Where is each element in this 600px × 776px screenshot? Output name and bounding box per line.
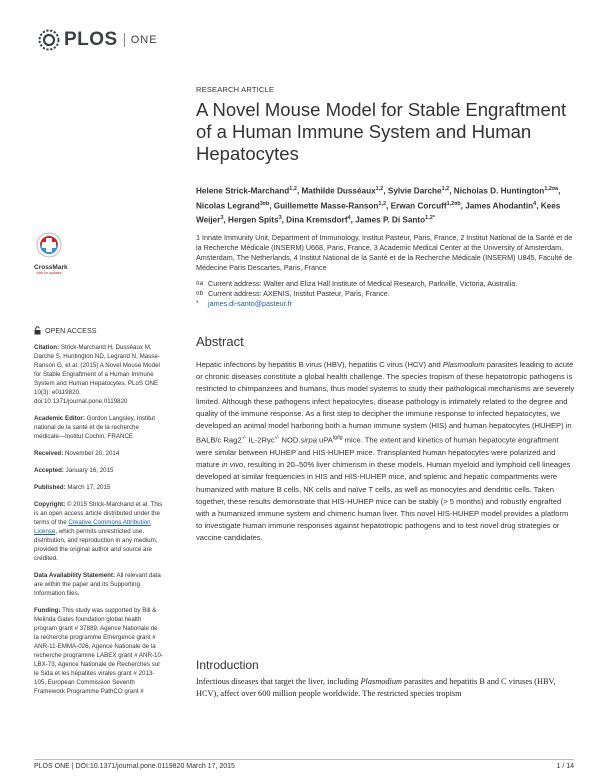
author-affil: 1,2 (375, 186, 384, 192)
cc-license-link[interactable]: Creative Commons Attribution License (34, 519, 151, 535)
received-block (34, 449, 164, 458)
accepted-label: Accepted: (34, 467, 64, 474)
crossmark-label: CrossMark (34, 264, 68, 271)
abstract-sup: -/- (274, 435, 280, 442)
intro-run: parasites and hepatitis B and C viruses (HBV, HCV), affect over 600 million people worldwide. The restricted species tropism (196, 677, 556, 698)
author-name[interactable]: , Sylvie Darche (383, 186, 442, 196)
abstract-run: IL-2Rγc (246, 435, 275, 445)
received-date: November 20, 2014 (64, 450, 120, 457)
funding-text: This study was supported by Bill & Melinda Gates foundation global health program grant # 37889, Agence Nationale de la recherche programme Emergence grant # ANR-11-EMMA-026, Agence Nationale de la recherche programme LABEX grant # ANR-10-LBX-73, Agence Nationale de Recherches sur le Sida et les hépatites virales grant # 2013-105, European Commission Seventh Framework Programme PathCO grant # (34, 607, 163, 695)
note-symbol: ¤b (196, 290, 204, 297)
author-affil: 1,2 (441, 186, 450, 192)
author-affil: 1,2 (378, 200, 387, 207)
author-affil: 1,2 (425, 215, 433, 222)
editor-label: Academic Editor: (34, 415, 85, 422)
abstract-italic: in vivo (221, 460, 244, 470)
published-date: March 17, 2015 (67, 484, 111, 491)
citation-block (34, 343, 164, 406)
author-affil: 4 (347, 215, 351, 222)
article-type: RESEARCH ARTICLE (196, 85, 275, 94)
published-label: Published: (34, 484, 66, 491)
copyright-label: Copyright: (34, 501, 66, 508)
academic-editor-block (34, 414, 164, 441)
logo-separator (124, 33, 125, 47)
funding-label: Funding: (34, 607, 61, 614)
author-name[interactable]: , Nicolas Legrand (196, 186, 561, 211)
logo-plos-text: PLOS (64, 29, 118, 50)
author-name[interactable]: Helene Strick-Marchand (196, 186, 290, 196)
affiliations: 1 Innate Immunity Unit, Department of Immunology, Institut Pasteur, Paris, France, 2 Institut National de la Santé et de la Recherche Médicale (INSERM) U668, Paris, France, 3 Academic Medical Center at the University of Amsterdam, Amsterdam, The Netherlands, 4 Institut National de la Santé et de la Recherche Médicale (INSERM) U845, Faculté de Médecine Paris Descartes, Paris, France (196, 233, 573, 272)
abstract-text (196, 359, 576, 545)
author-name[interactable]: , Hergen Spits (223, 216, 279, 226)
note-email (196, 299, 576, 309)
page-number: 1 / 14 (556, 763, 574, 770)
abstract-run: Hepatic infections by hepatitis B virus (HBV), hepatitis C virus (HCV) and (196, 360, 443, 369)
data-availability-label: Data Availability Statement: (34, 572, 116, 579)
author-name[interactable]: , Nicholas D. Huntington (449, 186, 545, 196)
intro-italic: Plasmodium (360, 677, 402, 686)
crossmark-sub: click for updates (36, 271, 62, 275)
data-availability-block (34, 571, 164, 598)
article-info-sidebar (34, 326, 164, 704)
accepted-block (34, 466, 164, 475)
copyright-text: © 2015 Strick-Marchand et al. This is an open access article distributed under the terms of the (34, 501, 163, 526)
corresponding-email-link[interactable]: james.di-santo@pasteur.fr (208, 299, 292, 308)
abstract-run: parasites leading to acute or chronic diseases constitute a global health challenge. The species tropism of these hepatotropic pathogens is restricted to chimpanzees and humans, thus model systems to study their pathological mechanisms are severely limited. Although these pathogens infect hepatocytes, disease pathology is intimately related to the degree and quality of the immune response. As a first step to decipher the immune response to infected hepatocytes, we developed an animal model harboring both a human immune system (HIS) and human hepatocytes (HUHEP) in BALB/c Rag2 (196, 360, 575, 445)
citation-text: Strick-Marchand H, Dusséaux M, Darche S, Huntington ND, Legrand N, Masse-Ranson G, et al. (2015) A Novel Mouse Model for Stable Engraftment of a Human Immune System and Human Hepatocytes. PLoS ONE 10(3): e0119820. doi:10.1371/journal.pone.0119820 (34, 344, 160, 405)
accepted-date: January 16, 2015 (65, 467, 114, 474)
plos-logo-mark-icon (38, 29, 60, 51)
author-name[interactable]: , Dina Kremsdorf (281, 216, 348, 226)
author-name[interactable]: , James P. Di Santo (350, 216, 426, 226)
author-name[interactable]: , Erwan Corcuff (386, 201, 447, 211)
abstract-sup: -/- (241, 435, 247, 442)
data-availability-text: All relevant data are within the paper and its Supporting Information files. (34, 572, 161, 597)
editor-text: Gordon Langsley, Institut national de la santé et de la recherche médicale—Institut Cochin, FRANCE (34, 415, 155, 440)
author-affil: 4 (533, 200, 537, 207)
open-access-badge (34, 326, 164, 335)
article-title: A Novel Mouse Model for Stable Engraftment of a Human Immune System and Human Hepatocytes (196, 99, 567, 164)
author-name[interactable]: , Mathilde Dusséaux (296, 186, 376, 196)
corresponding-star: * (432, 215, 435, 222)
received-label: Received: (34, 450, 64, 457)
note-symbol: ¤a (196, 280, 204, 287)
introduction-text (196, 676, 576, 700)
funding-block (34, 606, 164, 696)
note-text: Current address: AXENIS, Institut Pasteur, Paris, France. (208, 289, 390, 298)
author-notes (196, 279, 576, 309)
intro-run: Infectious diseases that target the liver, including (196, 677, 361, 686)
note-current-address-a (196, 279, 576, 289)
author-name[interactable]: , James Ahodantin (460, 201, 534, 211)
footer-divider (34, 759, 574, 760)
author-name[interactable]: , Guillemette Masse-Ranson (269, 201, 379, 211)
crossmark-badge[interactable] (34, 232, 68, 275)
note-current-address-b (196, 289, 576, 299)
citation-label: Citation: (34, 344, 60, 351)
abstract-sup: tg/tg (332, 435, 343, 442)
open-lock-icon (34, 326, 41, 335)
author-affil: 3 (220, 215, 224, 222)
footer-citation: PLOS ONE | DOI:10.1371/journal.pone.0119820 March 17, 2015 (34, 763, 235, 770)
abstract-heading: Abstract (196, 334, 244, 349)
open-access-label: OPEN ACCESS (45, 326, 97, 335)
author-name[interactable]: , Kees Weijer (196, 201, 561, 226)
abstract-italic: Plasmodium (442, 360, 485, 369)
plos-one-logo[interactable] (38, 27, 158, 53)
abstract-italic: sirpa (300, 435, 317, 445)
author-affil: 1,2¤b (446, 200, 461, 207)
abstract-run: mice. The extent and kinetics of human hepatocyte engraftment were similar between HUHEP and HIS-HUHEP mice. Transplanted human hepatocytes were polarized and mature (196, 435, 559, 470)
note-symbol: * (196, 300, 199, 307)
crossmark-icon (36, 232, 62, 258)
abstract-run: uPA (316, 435, 333, 445)
author-list (196, 183, 576, 227)
note-text: Current address: Walter and Eliza Hall Institute of Medical Research, Parkville, Victoria, Australia. (208, 279, 518, 288)
copyright-text-2: , which permits unrestricted use, distribution, and reproduction in any medium, provided the original author and source are credited. (34, 528, 158, 562)
copyright-block (34, 500, 164, 563)
author-affil: 1,2¤a (544, 186, 559, 192)
introduction-heading: Introduction (196, 658, 259, 672)
author-affil: 3 (278, 215, 282, 222)
abstract-run: NOD. (279, 435, 301, 445)
abstract-run: , resulting in 20–50% liver chimerism in these models. Human myeloid and lymphoid cell lineages developed at similar frequencies in HIS and HIS-HUHEP mice, and splenic and hepatic compartments were humanized with mature B cells, NK cells and naïve T cells, as well as monocytes and dendritic cells. Taken together, these results demonstrate that HIS-HUHEP mice can be stably (> 5 months) and robustly engrafted with a humanized immune system and chimeric human liver. This novel HIS-HUHEP model provides a platform to investigate human immune responses against hepatotropic pathogens and to test novel drug strategies or vaccine candidates. (196, 460, 571, 543)
logo-one-text: ONE (130, 34, 158, 46)
published-block (34, 483, 164, 492)
author-affil: 1,2 (289, 186, 297, 192)
author-affil: 3¤b (259, 200, 270, 207)
